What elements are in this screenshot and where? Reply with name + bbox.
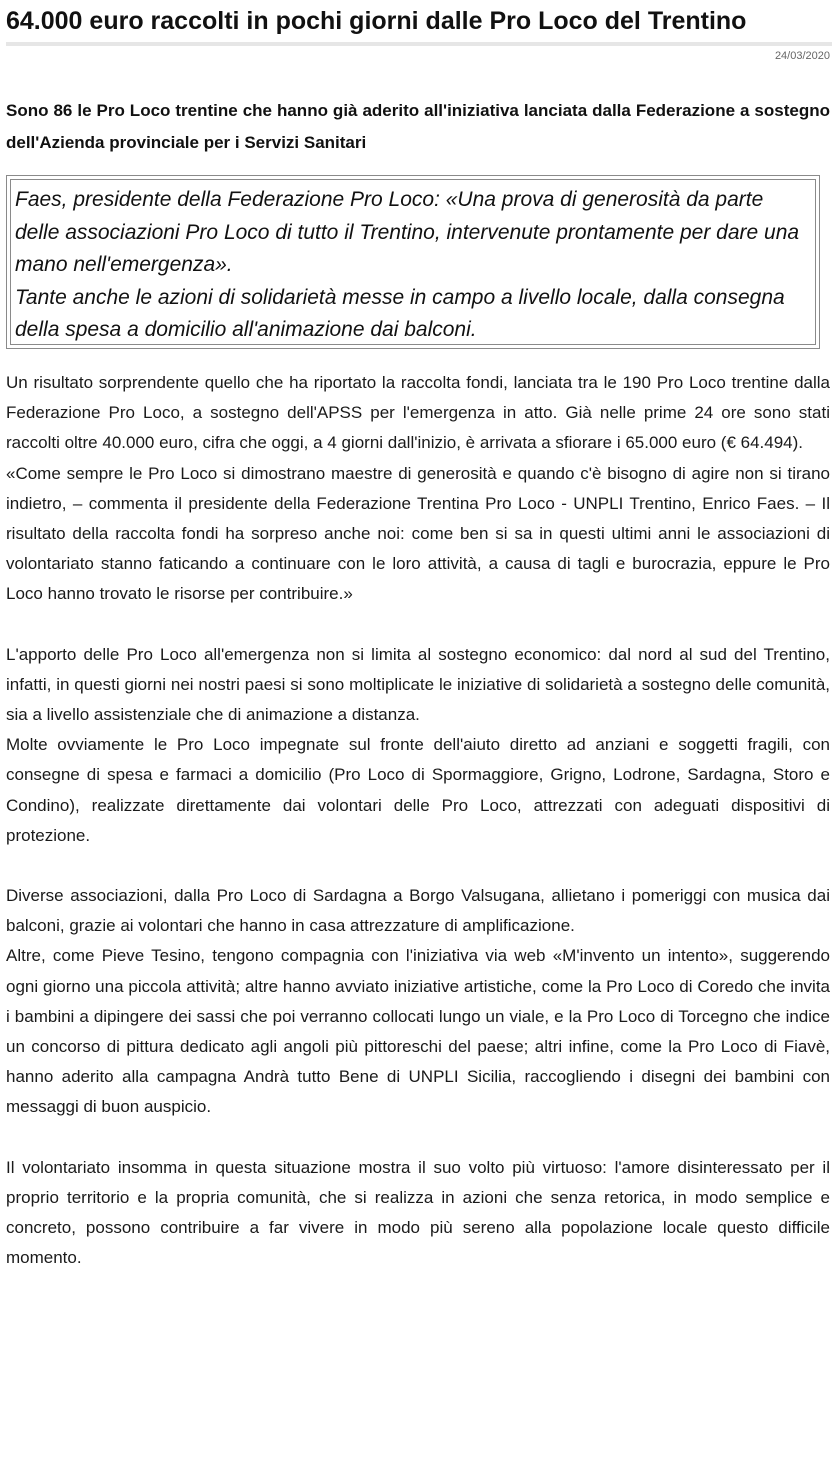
body-paragraph-1: Un risultato sorprendente quello che ha riportato la raccolta fondi, lanciata tra le 190 Pro Loco trentine dalla Federazione Pro Loco, a sostegno dell'APSS per l'emergenza in atto. Già nelle prime 24 ore sono stati raccolti oltre 40.000 euro, cifra che oggi, a 4 giorni dall'inizio, è arrivata a sfiorare i 65.000 euro (€ 64.494). xyxy=(6,373,830,453)
quote-box xyxy=(6,175,820,349)
quote-line-2: Tante anche le azioni di solidarietà messe in campo a livello locale, dalla consegna della spesa a domicilio all'animazione dai balconi. xyxy=(15,285,785,341)
body-paragraph-6: Altre, come Pieve Tesino, tengono compagnia con l'iniziativa via web «M'invento un intento», suggerendo ogni giorno una piccola attività; altre hanno avviato iniziative artistiche, come la Pro Loco di Coredo che invita i bambini a dipingere dei sassi che poi verranno collocati lungo un viale, e la Pro Loco di Torcegno che indice un concorso di pittura dedicato agli angoli più pittoreschi del paese; altri infine, come la Pro Loco di Fiavè, hanno aderito alla campagna Andrà tutto Bene di UNPLI Sicilia, raccogliendo i disegni dei bambini con messaggi di buon auspicio. xyxy=(6,946,830,1117)
body-paragraph-3: L'apporto delle Pro Loco all'emergenza non si limita al sostegno economico: dal nord al sud del Trentino, infatti, in questi giorni nei nostri paesi si sono moltiplicate le iniziative di solidarietà a sostegno delle comunità, sia a livello assistenziale che di animazione a distanza. xyxy=(6,644,830,725)
article-date: 24/03/2020 xyxy=(774,50,830,62)
body-paragraph-4: Molte ovviamente le Pro Loco impegnate sul fronte dell'aiuto diretto ad anziani e soggetti fragili, con consegne di spesa e farmaci a domicilio (Pro Loco di Spormaggiore, Grigno, Lodrone, Sardagna, Storo e Condino), realizzate direttamente dai volontari delle Pro Loco, attrezzati con adeguati dispositivi di protezione. xyxy=(6,735,830,845)
body-paragraph-5: Diverse associazioni, dalla Pro Loco di Sardagna a Borgo Valsugana, allietano i pomeriggi con musica dai balconi, grazie ai volontari che hanno in casa attrezzature di amplificazione. xyxy=(6,886,830,936)
quote-line-1: Faes, presidente della Federazione Pro Loco: «Una prova di generosità da parte delle associazioni Pro Loco di tutto il Trentino, intervenute prontamente per dare una mano nell'emergenza». xyxy=(15,188,800,276)
article-subtitle: Sono 86 le Pro Loco trentine che hanno già aderito all'iniziativa lanciata dalla Federazione a sostegno dell'Azienda provinciale per i Servizi Sanitari xyxy=(6,101,830,152)
article-title: 64.000 euro raccolti in pochi giorni dalle Pro Loco del Trentino xyxy=(6,7,747,35)
body-paragraph-2: «Come sempre le Pro Loco si dimostrano maestre di generosità e quando c'è bisogno di agire non si tirano indietro, – commenta il presidente della Federazione Trentina Pro Loco - UNPLI Trentino, Enrico Faes. – Il risultato della raccolta fondi ha sorpreso anche noi: come ben si sa in questi ultimi anni le associazioni di volontariato stanno faticando a continuare con le loro attività, a causa di tagli e burocrazia, eppure le Pro Loco hanno trovato le risorse per contribuire.» xyxy=(6,463,830,604)
body-paragraph-7: Il volontariato insomma in questa situazione mostra il suo volto più virtuoso: l'amore disinteressato per il proprio territorio e la propria comunità, che si realizza in azioni che senza retorica, in modo semplice e concreto, possono contribuire a far vivere in modo più sereno alla popolazione locale questo difficile momento. xyxy=(6,1157,830,1268)
quote-box-inner xyxy=(10,179,816,345)
article-body xyxy=(6,368,830,1273)
title-divider xyxy=(6,42,832,46)
